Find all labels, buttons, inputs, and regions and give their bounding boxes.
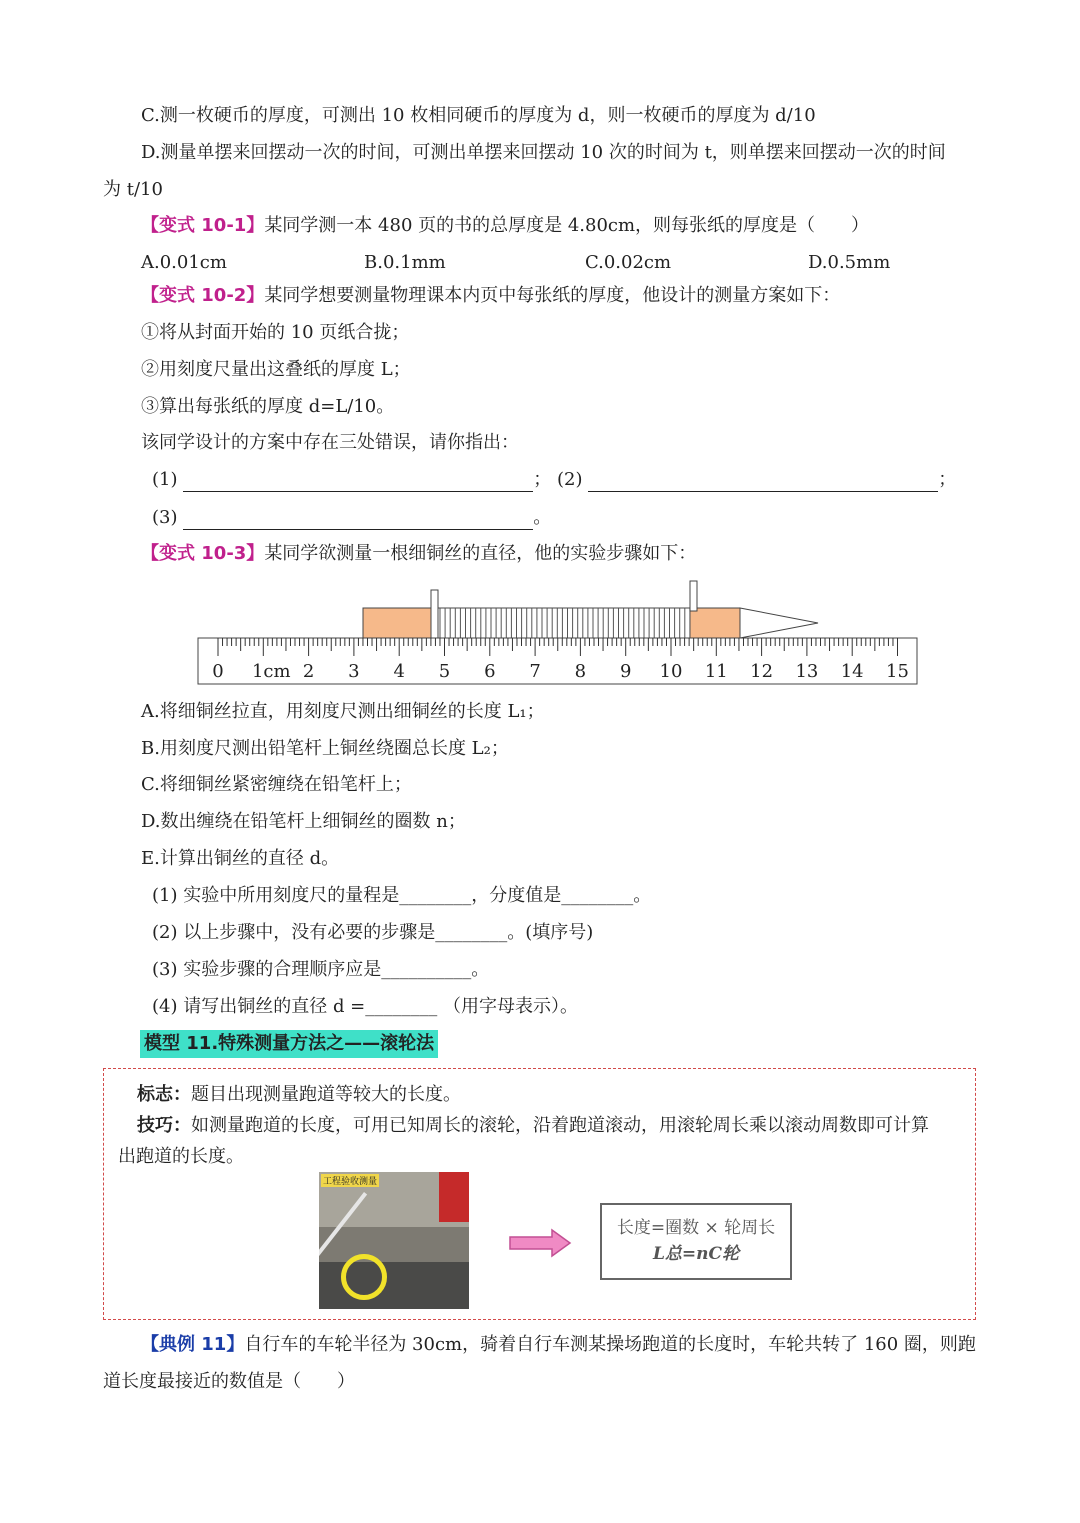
- example-11: [141, 1333, 976, 1357]
- ruler-label: 5: [438, 661, 451, 682]
- pencil-right-segment: [690, 608, 740, 638]
- step-a: A.将细铜丝拉直，用刻度尺测出细铜丝的长度 L₁；: [141, 701, 545, 722]
- sub-question-2: (2) 以上步骤中，没有必要的步骤是________。(填序号): [152, 922, 594, 943]
- step-d: D.数出缠绕在铅笔杆上细铜丝的圈数 n；: [141, 811, 466, 832]
- question-tag: 【变式 10-1】: [141, 215, 265, 236]
- sign-label: 标志：: [137, 1084, 191, 1105]
- ruler-label: 3: [348, 661, 360, 682]
- pencil-coil-frame: [433, 608, 690, 638]
- tip-text: 如测量跑道的长度，可用已知周长的滚轮，沿着跑道滚动，用滚轮周长乘以滚动周数即可计算: [191, 1115, 929, 1136]
- example-11-cont: 道长度最接近的数值是（ ）: [103, 1371, 355, 1392]
- separator: 。: [533, 507, 552, 528]
- arrow-right-icon: [508, 1228, 572, 1258]
- option-a: A.0.01cm: [141, 252, 227, 273]
- sub-question-1: (1) 实验中所用刻度尺的量程是________，分度值是________。: [152, 885, 652, 906]
- ruler-label: 11: [704, 661, 728, 682]
- wheel-icon: [341, 1254, 387, 1300]
- answer-blank[interactable]: [588, 473, 938, 492]
- ruler-label: 15: [886, 661, 909, 682]
- option-d-line: D.测量单摆来回摆动一次的时间，可测出单摆来回摆动 10 次的时间为 t，则单摆来回摆动一次的时间: [141, 142, 946, 163]
- question-10-2: [141, 284, 840, 308]
- answer-row-2: [152, 506, 551, 530]
- example-tag: 【典例 11】: [141, 1334, 245, 1355]
- prompt: 该同学设计的方案中存在三处错误，请你指出：: [141, 432, 519, 453]
- ruler-label: 1cm: [251, 661, 291, 682]
- answer-row-1: [152, 468, 956, 492]
- blank-label: (2): [556, 469, 583, 490]
- answer-blank[interactable]: [183, 511, 533, 530]
- blank-label: (1): [152, 469, 178, 490]
- ruler-label: 14: [840, 661, 864, 682]
- ruler-label: 4: [393, 661, 405, 682]
- option-b: B.0.1mm: [364, 252, 446, 273]
- pencil-tip: [740, 608, 818, 638]
- step-c: C.将细铜丝紧密缠绕在铅笔杆上；: [141, 774, 412, 795]
- question-10-1: [141, 214, 869, 238]
- sign-line: [137, 1083, 461, 1107]
- option-c: C.0.02cm: [585, 252, 672, 273]
- tip-line-cont: 出跑道的长度。: [118, 1146, 244, 1167]
- step-2: ②用刻度尺量出这叠纸的厚度 L；: [141, 359, 411, 380]
- question-text: 某同学欲测量一根细铜丝的直径，他的实验步骤如下：: [264, 543, 697, 564]
- ruler-label: 0: [212, 661, 224, 682]
- ruler-label: 2: [302, 661, 315, 682]
- ruler-label: 10: [659, 661, 683, 682]
- ruler-figure: [190, 578, 925, 688]
- pencil-left-segment: [363, 608, 433, 638]
- option-c-line: C.测一枚硬币的厚度，可测出 10 枚相同硬币的厚度为 d，则一枚硬币的厚度为 d/10: [141, 105, 816, 126]
- ruler-label: 12: [750, 661, 774, 682]
- question-text: 某同学测一本 480 页的书的总厚度是 4.80cm，则每张纸的厚度是（ ）: [264, 215, 870, 236]
- formula-text: 长度=圈数 × 轮周长: [616, 1218, 776, 1238]
- ruler-label: 8: [574, 661, 587, 682]
- option-d-line-cont: 为 t/10: [103, 179, 163, 200]
- ruler-label: 6: [484, 661, 496, 682]
- coil-marker-right: [690, 581, 697, 611]
- question-tag: 【变式 10-2】: [141, 285, 265, 306]
- coil-marker-left: [431, 590, 438, 640]
- formula-box: [600, 1203, 792, 1280]
- sign-text: 题目出现测量跑道等较大的长度。: [191, 1084, 461, 1105]
- measuring-wheel-photo: [319, 1172, 469, 1309]
- option-d: D.0.5mm: [808, 252, 891, 273]
- sub-question-3: (3) 实验步骤的合理顺序应是__________。: [152, 959, 490, 980]
- ruler-label: 13: [795, 661, 819, 682]
- tip-line: [137, 1114, 929, 1138]
- blank-label: (3): [152, 507, 178, 528]
- formula-equation: L总=nC轮: [652, 1244, 740, 1264]
- example-text: 自行车的车轮半径为 30cm，骑着自行车测某操场跑道的长度时，车轮共转了 160 圈，则跑: [244, 1334, 976, 1355]
- separator: ；: [938, 469, 957, 490]
- step-1: ①将从封面开始的 10 页纸合拢；: [141, 322, 410, 343]
- step-e: E.计算出铜丝的直径 d。: [141, 848, 340, 869]
- question-10-3: [141, 542, 696, 566]
- ruler-label: 7: [529, 661, 541, 682]
- step-3: ③算出每张纸的厚度 d=L/10。: [141, 396, 395, 417]
- photo-caption: 工程验收测量: [321, 1174, 379, 1187]
- answer-blank[interactable]: [183, 473, 533, 492]
- step-b: B.用刻度尺测出铅笔杆上铜丝绕圈总长度 L₂；: [141, 738, 509, 759]
- sub-question-4: (4) 请写出铜丝的直径 d =________ （用字母表示）。: [152, 996, 578, 1017]
- separator: ；: [533, 469, 552, 490]
- question-text: 某同学想要测量物理课本内页中每张纸的厚度，他设计的测量方案如下：: [264, 285, 841, 306]
- tip-label: 技巧：: [137, 1115, 191, 1136]
- ruler-label: 9: [619, 661, 632, 682]
- question-tag: 【变式 10-3】: [141, 543, 265, 564]
- model-heading: 模型 11.特殊测量方法之——滚轮法: [140, 1030, 438, 1058]
